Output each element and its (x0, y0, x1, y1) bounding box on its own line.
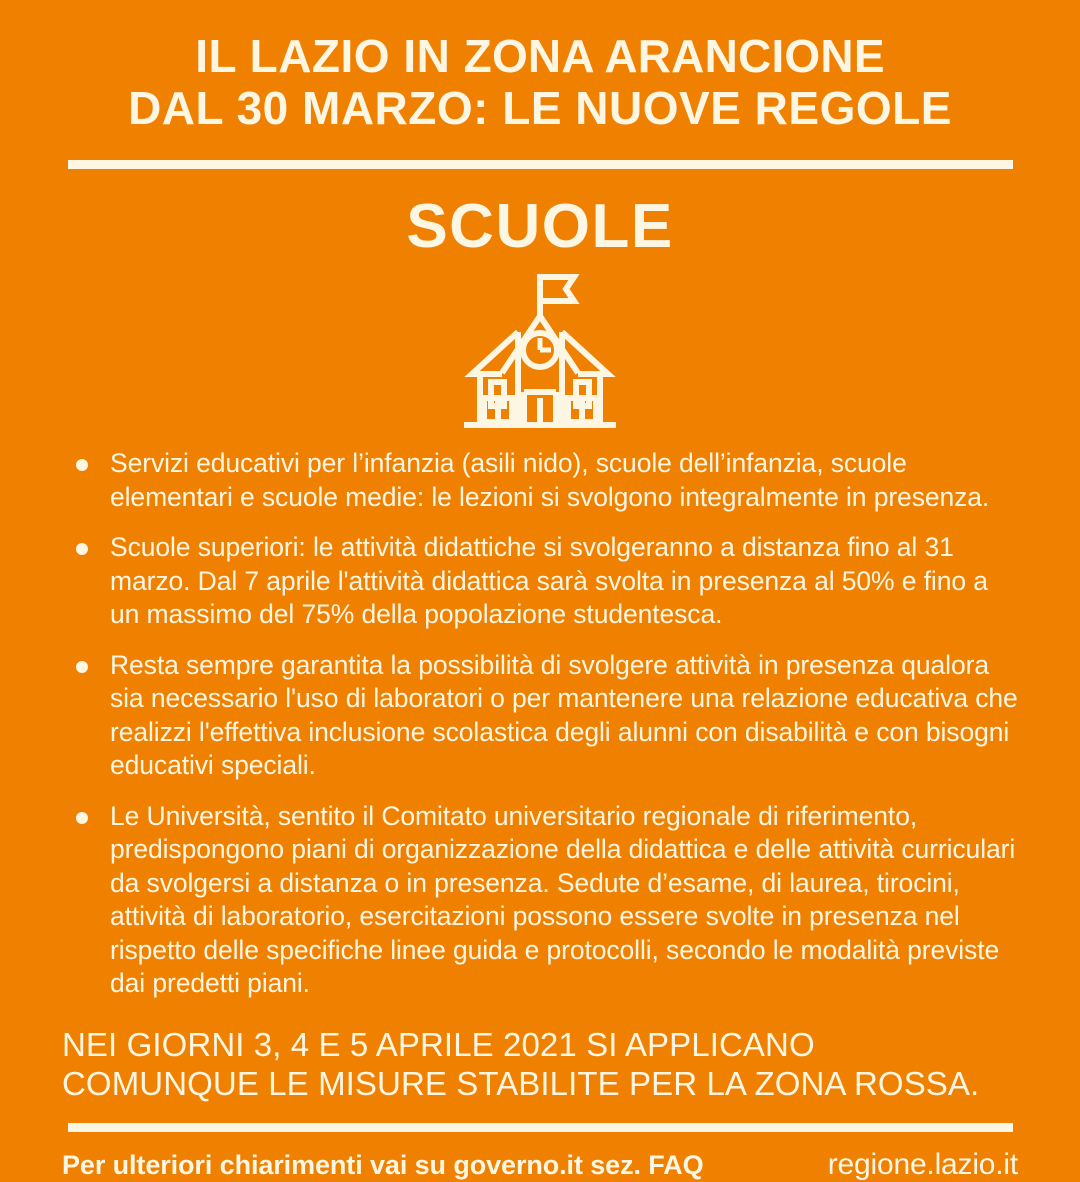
page-title-highlight: ZONA ARANCIONE (463, 30, 885, 82)
list-item (62, 531, 1018, 632)
section-icon-wrap (0, 267, 1080, 437)
list-item (62, 447, 1018, 514)
list-item-text: Le Università, sentito il Comitato universitario regionale di riferimento, predispongono piani di organizzazione della didattica e delle attività curriculari da svolgersi a distanza o in presenza. Sedute d’esame, di laurea, tirocini, attività di laboratorio, esercitazioni possono essere svolte in presenza nel rispetto delle specifiche linee guida e protocolli, secondo le modalità previste dai predetti piani. (110, 800, 1016, 998)
header (0, 0, 1080, 134)
bullet-dot-icon (76, 661, 88, 673)
list-item-text: Resta sempre garantita la possibilità di svolgere attività in presenza qualora sia necessario l'uso di laboratori o per mantenere una relazione educativa che realizzi l'effettiva inclusione scolastica degli alunni con disabilità e con bisogni educativi speciali. (110, 649, 1018, 780)
list-item-text: Servizi educativi per l’infanzia (asili nido), scuole dell’infanzia, scuole elementari e scuole medie: le lezioni si svolgono integralmente in presenza. (110, 448, 990, 512)
footer-website-label: regione.lazio.it (827, 1147, 1018, 1181)
footer-faq-text: Per ulteriori chiarimenti vai su governo.it sez. FAQ (62, 1149, 704, 1180)
footer-divider (68, 1123, 1013, 1132)
school-building-icon (450, 270, 630, 435)
list-item-text: Scuole superiori: le attività didattiche si svolgeranno a distanza fino al 31 marzo. Dal 7 aprile l'attività didattica sarà svolta in presenza al 50% e fino a un massimo del 75% della popolazione studentesca. (110, 532, 988, 629)
bullet-dot-icon (76, 459, 88, 471)
footer (62, 1148, 1018, 1182)
page-title-plain: IL LAZIO IN (195, 30, 464, 82)
list-item (62, 649, 1018, 783)
page-title-line-2: DAL 30 MARZO: LE NUOVE REGOLE (128, 82, 952, 134)
rules-list (62, 447, 1018, 1001)
notice-text: NEI GIORNI 3, 4 E 5 APRILE 2021 SI APPLICANO COMUNQUE LE MISURE STABILITE PER LA ZONA ROSSA. (62, 1025, 980, 1102)
bullet-dot-icon (76, 812, 88, 824)
page-title-line-1 (60, 30, 1020, 82)
bullet-dot-icon (76, 543, 88, 555)
list-item (62, 800, 1018, 1001)
header-divider (68, 160, 1013, 169)
section-title: SCUOLE (406, 192, 674, 261)
